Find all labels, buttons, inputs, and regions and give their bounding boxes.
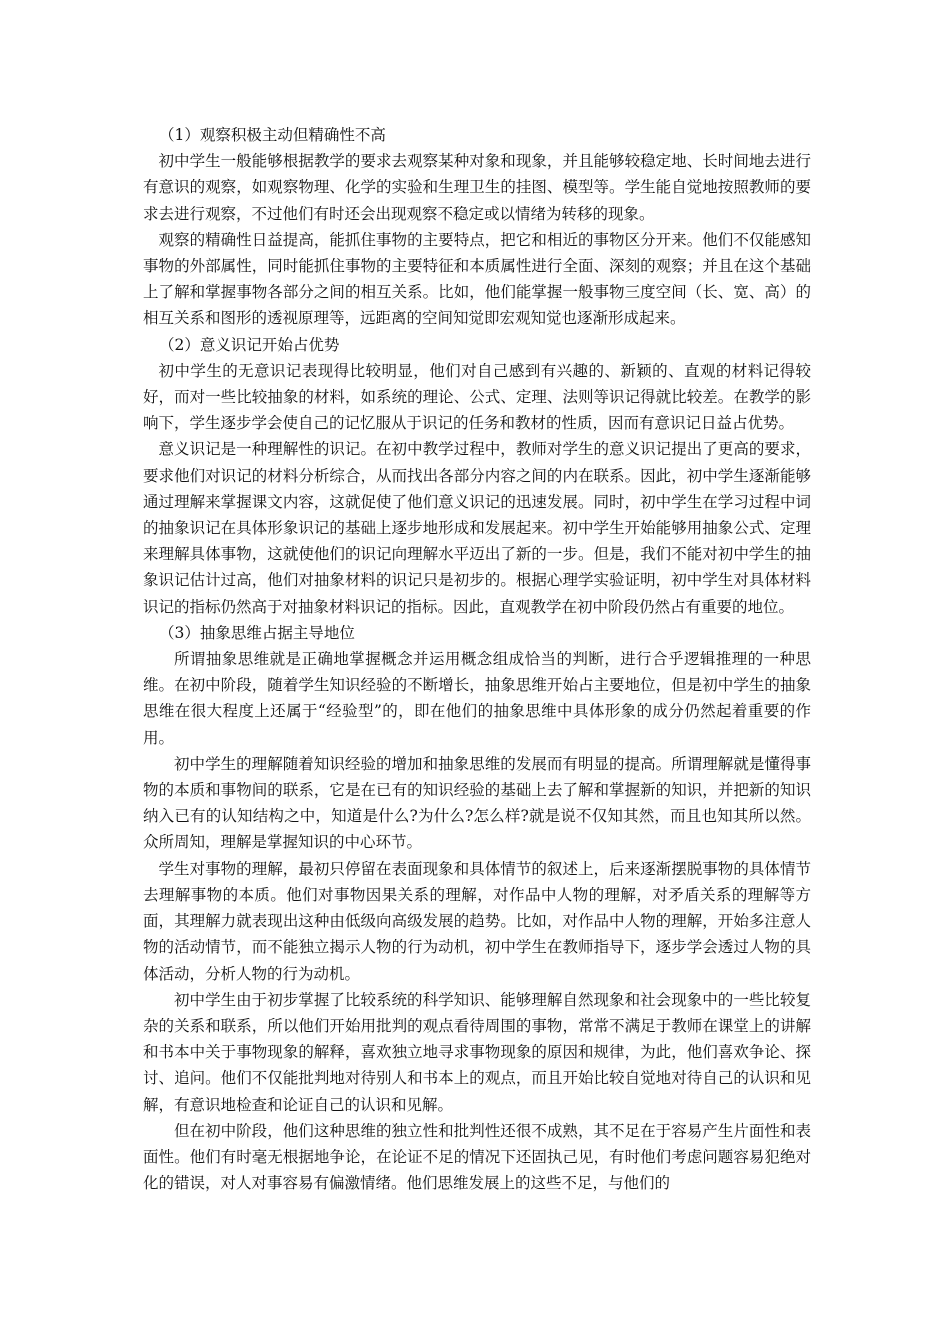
paragraph: 意义识记是一种理解性的识记。在初中教学过程中，教师对学生的意义识记提出了更高的要求，要求他们对识记的材料分析综合，从而找出各部分内容之间的内在联系。因此，初中学生逐渐能够通过理解来掌握课文内容，这就促使了他们意义识记的迅速发展。同时，初中学生在学习过程中词的抽象识记在具体形象识记的基础上逐步地形成和发展起来。初中学生开始能够用抽象公式、定理来理解具体事物，这就使他们的识记向理解水平迈出了新的一步。但是，我们不能对初中学生的抽象识记估计过高，他们对抽象材料的识记只是初步的。根据心理学实验证明，初中学生对具体材料识记的指标仍然高于对抽象材料识记的指标。因此，直观教学在初中阶段仍然占有重要的地位。 [143, 440, 811, 616]
paragraph: 但在初中阶段，他们这种思维的独立性和批判性还很不成熟，其不足在于容易产生片面性和表面性。他们有时毫无根据地争论，在论证不足的情况下还固执己见，有时他们考虑问题容易犯绝对化的错误，对人对事容易有偏激情绪。他们思维发展上的这些不足，与他们的 [143, 1121, 811, 1193]
paragraph: 观察的精确性日益提高，能抓住事物的主要特点，把它和相近的事物区分开来。他们不仅能感知事物的外部属性，同时能抓住事物的主要特征和本质属性进行全面、深刻的观察；并且在这个基础上了解和掌握事物各部分之间的相互关系。比如，他们能掌握一般事物三度空间（长、宽、高）的相互关系和图形的透视原理等，远距离的空间知觉即宏观知觉也逐渐形成起来。 [143, 230, 811, 328]
document-page [143, 122, 811, 1196]
paragraph: 初中学生的无意识记表现得比较明显，他们对自己感到有兴趣的、新颖的、直观的材料记得较好，而对一些比较抽象的材料，如系统的理论、公式、定理、法则等识记得就比较差。在教学的影响下，学生逐步学会使自己的记忆服从于识记的任务和教材的性质，因而有意识记日益占优势。 [143, 361, 811, 433]
section-heading-observation: （1）观察积极主动但精确性不高 [159, 126, 386, 144]
paragraph: 初中学生的理解随着知识经验的增加和抽象思维的发展而有明显的提高。所谓理解就是懂得事物的本质和事物间的联系，它是在已有的知识经验的基础上去了解和掌握新的知识，并把新的知识纳入已有的认知结构之中，知道是什么?为什么?怎么样?就是说不仅知其然，而且也知其所以然。众所周知，理解是掌握知识的中心环节。 [143, 754, 811, 852]
paragraph: 初中学生由于初步掌握了比较系统的科学知识、能够理解自然现象和社会现象中的一些比较复杂的关系和联系，所以他们开始用批判的观点看待周围的事物，常常不满足于教师在课堂上的讲解和书本中关于事物现象的解释，喜欢独立地寻求事物现象的原因和规律，为此，他们喜欢争论、探讨、追问。他们不仅能批判地对待别人和书本上的观点，而且开始比较自觉地对待自己的认识和见解，有意识地检查和论证自己的认识和见解。 [143, 990, 811, 1114]
paragraph: 学生对事物的理解，最初只停留在表面现象和具体情节的叙述上，后来逐渐摆脱事物的具体情节去理解事物的本质。他们对事物因果关系的理解，对作品中人物的理解，对矛盾关系的理解等方面，其理解力就表现出这种由低级向高级发展的趋势。比如，对作品中人物的理解，开始多注意人物的活动情节，而不能独立揭示人物的行为动机，初中学生在教师指导下，逐步学会透过人物的具体活动，分析人物的行为动机。 [143, 859, 811, 983]
section-heading-thinking: （3）抽象思维占据主导地位 [159, 623, 355, 642]
section-heading-memory: （2）意义识记开始占优势 [159, 335, 340, 354]
paragraph: 初中学生一般能够根据教学的要求去观察某种对象和现象，并且能够较稳定地、长时间地去进行有意识的观察，如观察物理、化学的实验和生理卫生的挂图、模型等。学生能自觉地按照教师的要求去进行观察，不过他们有时还会出现观察不稳定或以情绪为转移的现象。 [143, 152, 811, 223]
paragraph: 所谓抽象思维就是正确地掌握概念并运用概念组成恰当的判断，进行合乎逻辑推理的一种思维。在初中阶段，随着学生知识经验的不断增长，抽象思维开始占主要地位，但是初中学生的抽象思维在很大程度上还属于“经验型”的，即在他们的抽象思维中具体形象的成分仍然起着重要的作用。 [143, 650, 811, 747]
